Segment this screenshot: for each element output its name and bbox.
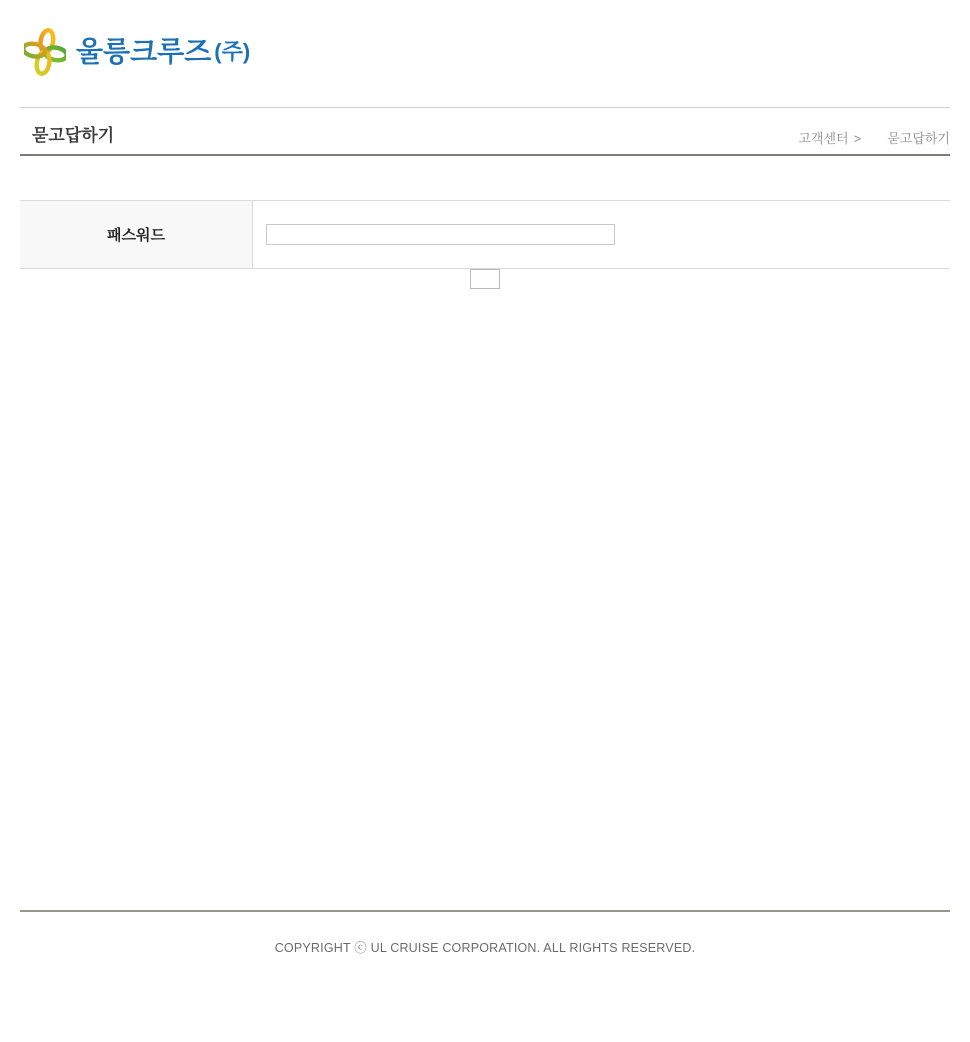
copyright-text: COPYRIGHT ⓒ UL CRUISE CORPORATION. ALL RIGHTS RESERVED. — [274, 941, 696, 955]
password-form-table — [20, 200, 950, 269]
flower-pinwheel-icon — [24, 28, 66, 76]
confirm-button[interactable] — [470, 269, 500, 289]
breadcrumb-parent[interactable]: 고객센터 — [798, 131, 849, 146]
password-label: 패스워드 — [20, 201, 253, 268]
breadcrumb — [798, 128, 950, 147]
password-input-cell — [253, 201, 950, 268]
footer-divider — [20, 910, 950, 912]
password-input[interactable] — [266, 224, 615, 245]
logo-company-name: 울릉크루즈 — [76, 36, 212, 67]
page-title: 묻고답하기 — [32, 126, 115, 145]
logo[interactable] — [24, 28, 250, 76]
page-title-bar — [20, 107, 950, 156]
site-header — [0, 0, 970, 107]
breadcrumb-separator-icon: > — [853, 131, 862, 146]
logo-company-suffix: (주) — [214, 39, 251, 64]
breadcrumb-current: 묻고답하기 — [887, 131, 950, 146]
